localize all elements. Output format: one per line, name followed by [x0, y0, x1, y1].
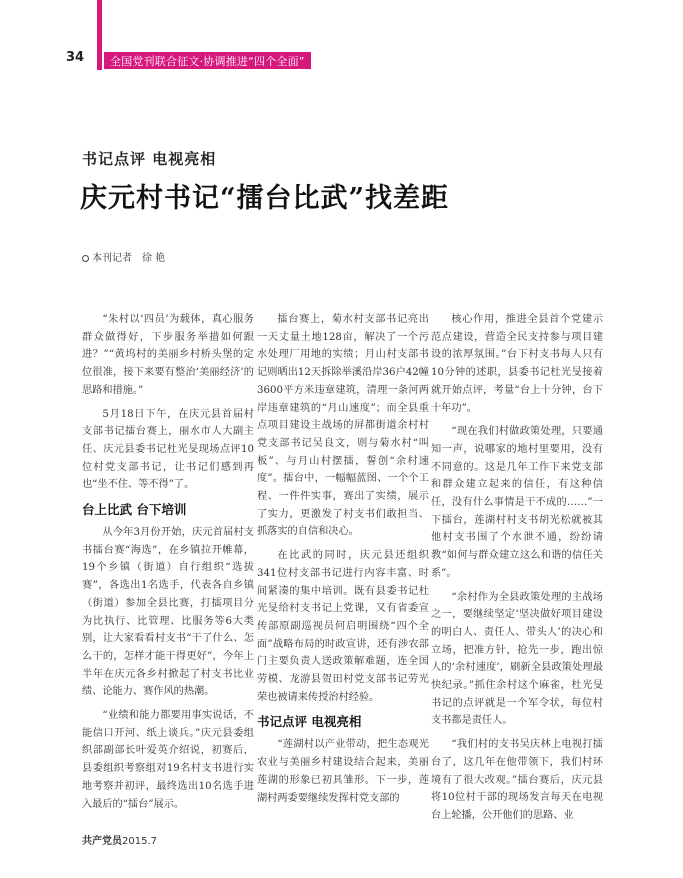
bullet-circle-icon — [82, 255, 89, 262]
issue-date: 2015.7 — [122, 836, 157, 847]
paragraph: 从今年3月份开始，庆元首届村支书擂台赛“海选”，在乡镇拉开帷幕，19个乡镇（街道）自行组织“选拔赛”，各选出1名选手，代表各自乡镇（街道）参加全县比赛，打擂项目分为比执行、比管理、比服务等6大类别，让大家看看村支书“干了什么、怎么干的，怎样才能干得更好”，今年上半年在庆元各乡村掀起了村支书比业绩、论能力、赛作风的热潮。 — [82, 527, 254, 698]
column-2 — [257, 311, 429, 813]
paragraph: “现在我们村做政策处理，只要通知一声，说哪家的地村里要用，没有不同意的。这是几年工作下来党支部和群众建立起来的信任，有这种信任，没有什么事情是干不成的……”一下擂台，莲湖村村支书胡光松就被其他村支书围了个水泄不通，纷纷请教“如何与群众建立这么和谐的信任关系”。 — [431, 426, 603, 579]
section-heading: 书记点评 电视亮相 — [257, 714, 362, 730]
paragraph: 核心作用，推进全县首个党建示范点建设，营造全民支持参与项目建设的浓厚氛围。”台下村支书每人只有10分钟的述职，县委书记杜光旻接着就开始点评，考量“台上十分钟，台下十年功”。 — [431, 314, 603, 414]
paragraph: “我们村的支书吴庆林上电视打擂台了，这几年在他带领下，我们村环境有了很大改观。”擂台赛后，庆元县将10位村干部的现场发言每天在电视台上轮播，公开他们的思路、业 — [431, 739, 603, 821]
page-number: 34 — [66, 50, 85, 65]
paragraph: 在比武的同时，庆元县还组织341位村支部书记进行内容丰富、时间紧凑的集中培训。既有县委书记杜光旻给村支书记上党课，又有省委宣传部原副巡视员何启明围绕“四个全面”战略布局的时政宣讲，还有涉农部门主要负责人送政策解难题，连全国劳模、龙游县贺田村党支部书记劳光荣也被请来传授治村经验。 — [257, 550, 429, 703]
footer — [82, 832, 157, 847]
section-heading: 台上比武 台下培训 — [82, 502, 187, 518]
paragraph: 擂台赛上，菊水村支部书记亮出一天丈量土地128亩，解决了一个污水处理厂用地的实绩；月山村支部书记则晒出12天拆除举溪沿岸36户42幢3600平方米违章建筑，清理一条河两岸违章建筑的“月山速度”；而全县重点项目建设主战场的屏都街道余村村党支部书记吴良文，则与菊水村“叫板”、与月山村摆擂，誓创“余村速度”。擂台中，一幅幅蓝图、一个个工程、一件件实事，赛出了实绩，展示了实力，更激发了村支书们敢担当、抓落实的自信和决心。 — [257, 314, 429, 538]
header-accent-vertical-bar — [97, 0, 102, 70]
paragraph: 5月18日下午，在庆元县首届村支部书记擂台赛上，丽水市人大副主任、庆元县委书记杜光旻现场点评10位村党支部书记，让书记们感到再也“坐不住、等不得”了。 — [82, 408, 254, 491]
column-3 — [431, 311, 603, 831]
paragraph: “业绩和能力都要用事实说话，不能信口开河、纸上谈兵。”庆元县委组织部副部长叶爱英介绍说，初赛后，县委组织考察组对19名村支书进行实地考察并初评，最终选出10名选手进入最后的“擂台”展示。 — [82, 710, 254, 810]
article-title: 庆元村书记“擂台比武”找差距 — [80, 183, 450, 214]
byline-text: 本刊记者 徐 艳 — [92, 253, 166, 264]
column-1 — [82, 311, 254, 819]
byline — [82, 249, 165, 264]
publication-logo: 共产党员 — [82, 836, 122, 847]
paragraph: “朱村以‘四员’为载体，真心服务群众做得好，下步服务举措如何跟进？”“黄坞村的美丽乡村桥头堡的定位很准，接下来要有整治‘美丽经济’的思路和措施。” — [82, 314, 254, 396]
paragraph: “莲湖村以产业带动，把生态观光农业与美丽乡村建设结合起来，美丽莲湖的形象已初具雏形。下一步，莲湖村两委要继续发挥村党支部的 — [257, 739, 429, 804]
article-kicker: 书记点评 电视亮相 — [82, 150, 217, 168]
paragraph: “余村作为全县政策处理的主战场之一，要继续坚定‘坚决做好项目建设的明白人、责任人、带头人’的决心和立场，把准方针，抢先一步，跑出惊人的‘余村速度’，刷新全县政策处理最快纪录。”抓住余村这个麻雀，杜光旻书记的点评就是一个军令状，每位村支书都是责任人。 — [431, 591, 603, 727]
series-title: 全国党刊联合征文·协调推进“四个全面” — [110, 55, 305, 68]
